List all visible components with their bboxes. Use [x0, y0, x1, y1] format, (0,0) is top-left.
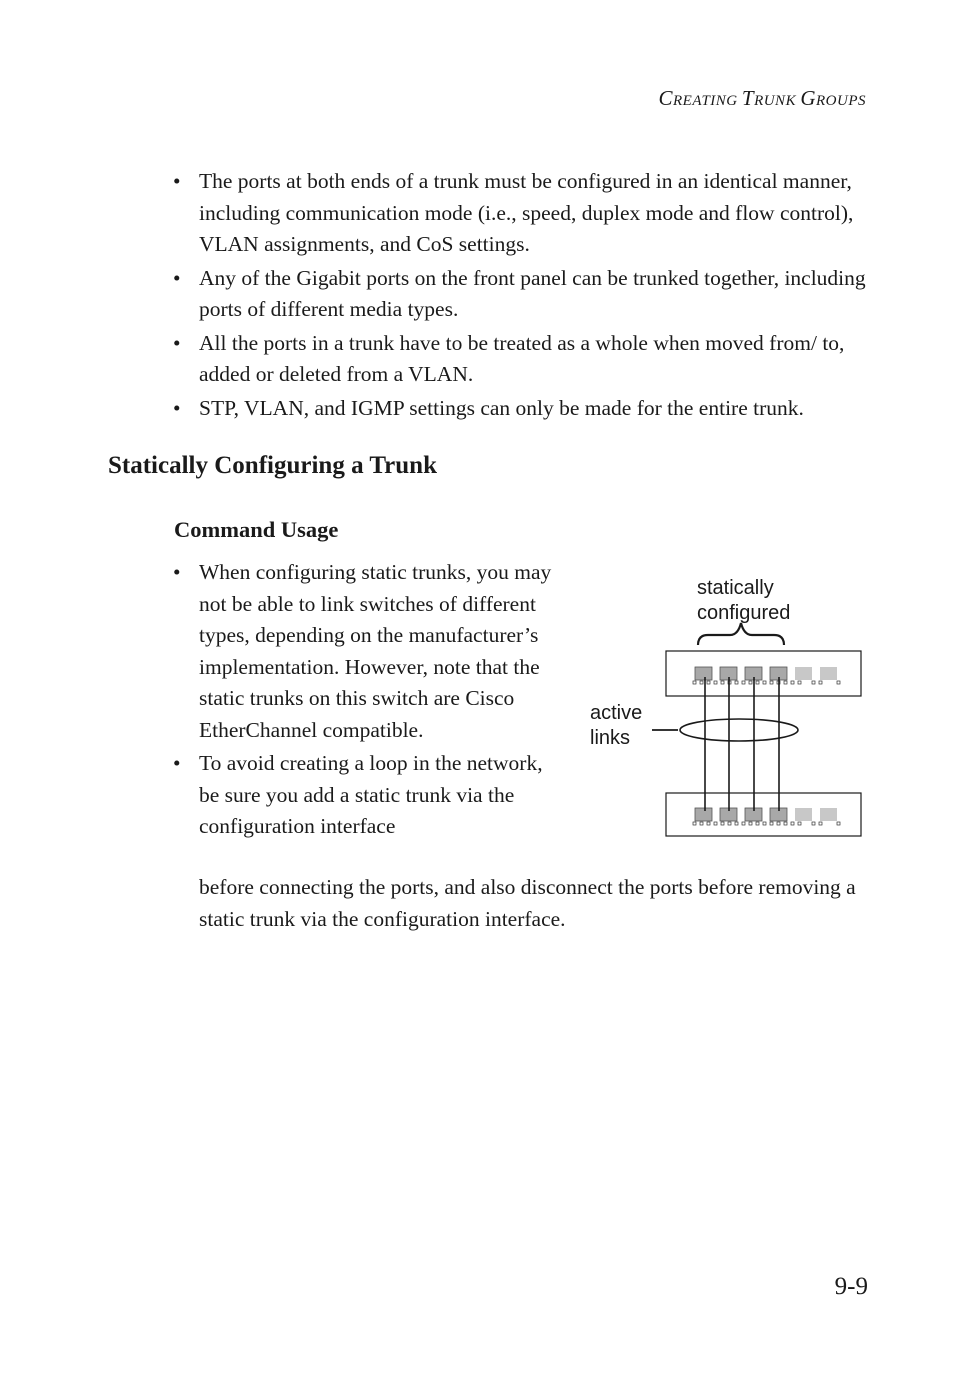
list-item-continuation: before connecting the ports, and also disconnect the ports before removing a static trunk via the configuration interface. — [199, 875, 856, 931]
label-configured: configured — [697, 602, 791, 624]
list-item: • When configuring static trunks, you may not be able to link switches of different types, depending on the manufacturer’s implementation. However, note that the static trunks on this switch are Cisco EtherChannel compatible. — [173, 557, 553, 746]
subsection-title: Command Usage — [174, 517, 339, 542]
trunk-diagram — [580, 565, 880, 855]
brace-icon — [698, 623, 784, 645]
list-item: • To avoid creating a loop in the network, be sure you add a static trunk via the configuration interface — [173, 748, 553, 843]
list-item: • STP, VLAN, and IGMP settings can only be made for the entire trunk. — [173, 393, 873, 425]
bottom-switch — [666, 793, 861, 836]
active-links-ellipse — [680, 719, 798, 741]
label-links: links — [590, 727, 631, 749]
trunk-diagram-svg — [580, 565, 880, 855]
command-usage-list — [173, 557, 553, 845]
running-header: CREATING TRUNK GROUPS — [658, 86, 866, 110]
label-statically: statically — [697, 577, 774, 599]
page-number: 9-9 — [834, 1273, 868, 1300]
list-item: • All the ports in a trunk have to be treated as a whole when moved from/ to, added or deleted from a VLAN. — [173, 328, 873, 391]
section-title: Statically Configuring a Trunk — [108, 452, 437, 479]
label-active: active — [590, 702, 643, 724]
requirements-list — [173, 166, 873, 426]
top-switch — [666, 651, 861, 696]
trunk-links — [705, 677, 779, 811]
list-item: • Any of the Gigabit ports on the front panel can be trunked together, including ports of different media types. — [173, 263, 873, 326]
list-item: • The ports at both ends of a trunk must be configured in an identical manner, including communication mode (i.e., speed, duplex mode and flow control), VLAN assignments, and CoS settings. — [173, 166, 873, 261]
